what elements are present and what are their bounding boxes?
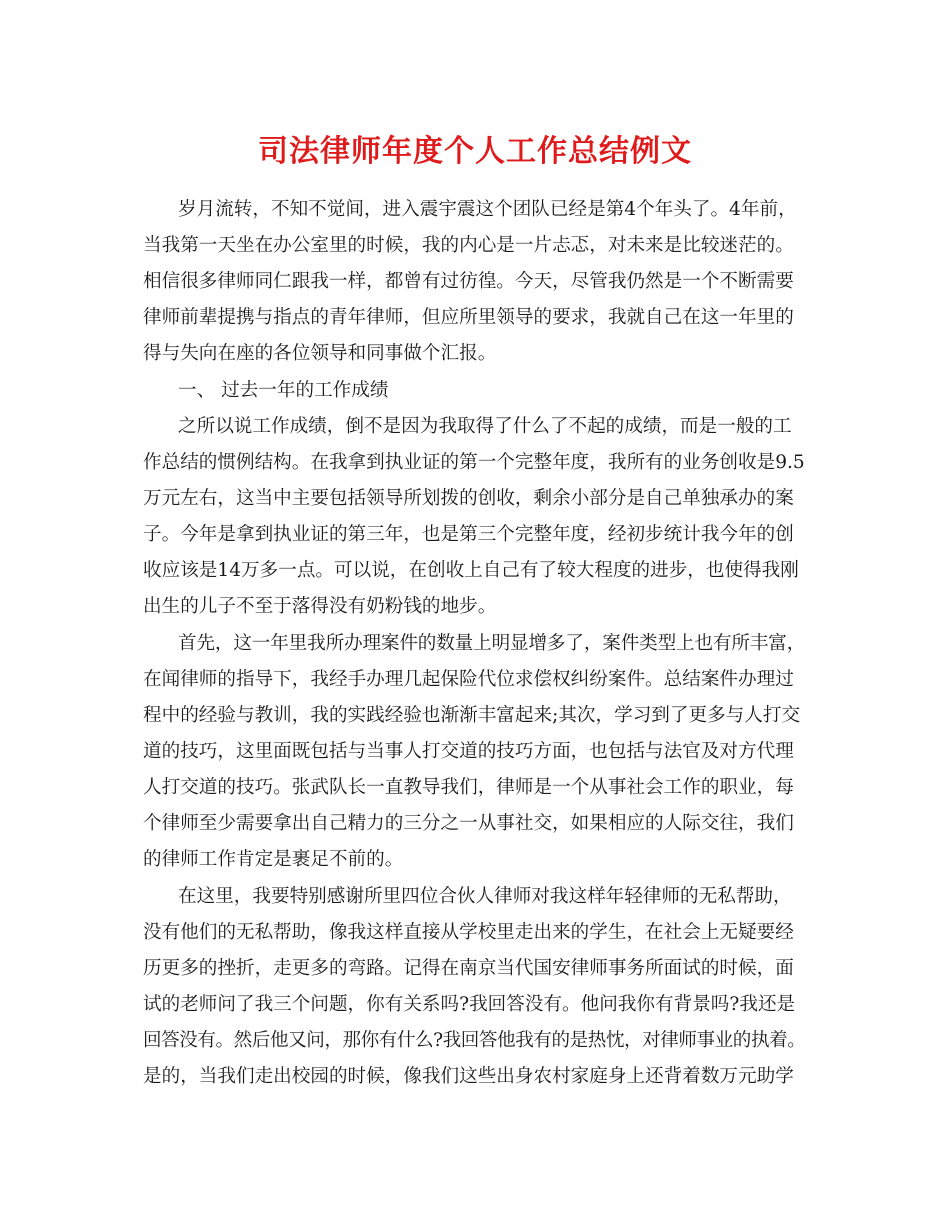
body-text-line: 的律师工作肯定是裹足不前的。 xyxy=(143,849,404,870)
body-text-line: 作总结的惯例结构。在我拿到执业证的第一个完整年度，我所有的业务创收是9.5 xyxy=(143,452,805,473)
body-text-line: 个律师至少需要拿出自己精力的三分之一从事社交，如果相应的人际交往，我们 xyxy=(143,813,794,834)
body-text-line: 道的技巧，这里面既包括与当事人打交道的技巧方面，也包括与法官及对方代理 xyxy=(143,741,794,762)
body-text-line: 程中的经验与教训，我的实践经验也渐渐丰富起来;其次，学习到了更多与人打交 xyxy=(143,705,801,726)
body-text-line: 之所以说工作成绩，倒不是因为我取得了什么了不起的成绩，而是一般的工 xyxy=(178,416,792,437)
body-text-line: 岁月流转，不知不觉间，进入震宇震这个团队已经是第4个年头了。4年前， xyxy=(178,199,797,220)
body-text-line: 万元左右，这当中主要包括领导所划拨的创收，剩余小部分是自己单独承办的案 xyxy=(143,488,794,509)
body-text-line: 出生的儿子不至于落得没有奶粉钱的地步。 xyxy=(143,596,497,617)
body-text-line: 首先，这一年里我所办理案件的数量上明显增多了，案件类型上也有所丰富， xyxy=(178,633,806,654)
body-text-line: 人打交道的技巧。张武队长一直教导我们，律师是一个从事社会工作的职业，每 xyxy=(143,777,794,798)
body-text-line: 律师前辈提携与指点的青年律师，但应所里领导的要求，我就自己在这一年里的 xyxy=(143,307,794,328)
body-text-line: 相信很多律师同仁跟我一样，都曾有过彷徨。今天，尽管我仍然是一个不断需要 xyxy=(143,271,794,292)
body-text-line: 试的老师问了我三个问题，你有关系吗?我回答没有。他问我你有背景吗?我还是 xyxy=(143,994,796,1015)
body-text-line: 没有他们的无私帮助，像我这样直接从学校里走出来的学生，在社会上无疑要经 xyxy=(143,922,794,943)
body-text-line: 一、 过去一年的工作成绩 xyxy=(178,380,389,401)
body-text-line: 是的，当我们走出校园的时候，像我们这些出身农村家庭身上还背着数万元助学 xyxy=(143,1066,794,1087)
body-text-line: 当我第一天坐在办公室里的时候，我的内心是一片忐忑，对未来是比较迷茫的。 xyxy=(143,235,794,256)
body-text-line: 历更多的挫折，走更多的弯路。记得在南京当代国安律师事务所面试的时候，面 xyxy=(143,958,794,979)
body-text-line: 在这里，我要特别感谢所里四位合伙人律师对我这样年轻律师的无私帮助， xyxy=(178,886,792,907)
body-text-line: 收应该是14万多一点。可以说，在创收上自己有了较大程度的进步，也使得我刚 xyxy=(143,560,799,581)
body-text-line: 得与失向在座的各位领导和同事做个汇报。 xyxy=(143,343,497,364)
body-text-line: 回答没有。然后他又问，那你有什么?我回答他我有的是热忱，对律师事业的执着。 xyxy=(143,1030,806,1051)
document-title: 司法律师年度个人工作总结例文 xyxy=(258,134,692,169)
body-text-line: 子。今年是拿到执业证的第三年，也是第三个完整年度，经初步统计我今年的创 xyxy=(143,524,794,545)
body-text-line: 在闻律师的指导下，我经手办理几起保险代位求偿权纠纷案件。总结案件办理过 xyxy=(143,669,794,690)
